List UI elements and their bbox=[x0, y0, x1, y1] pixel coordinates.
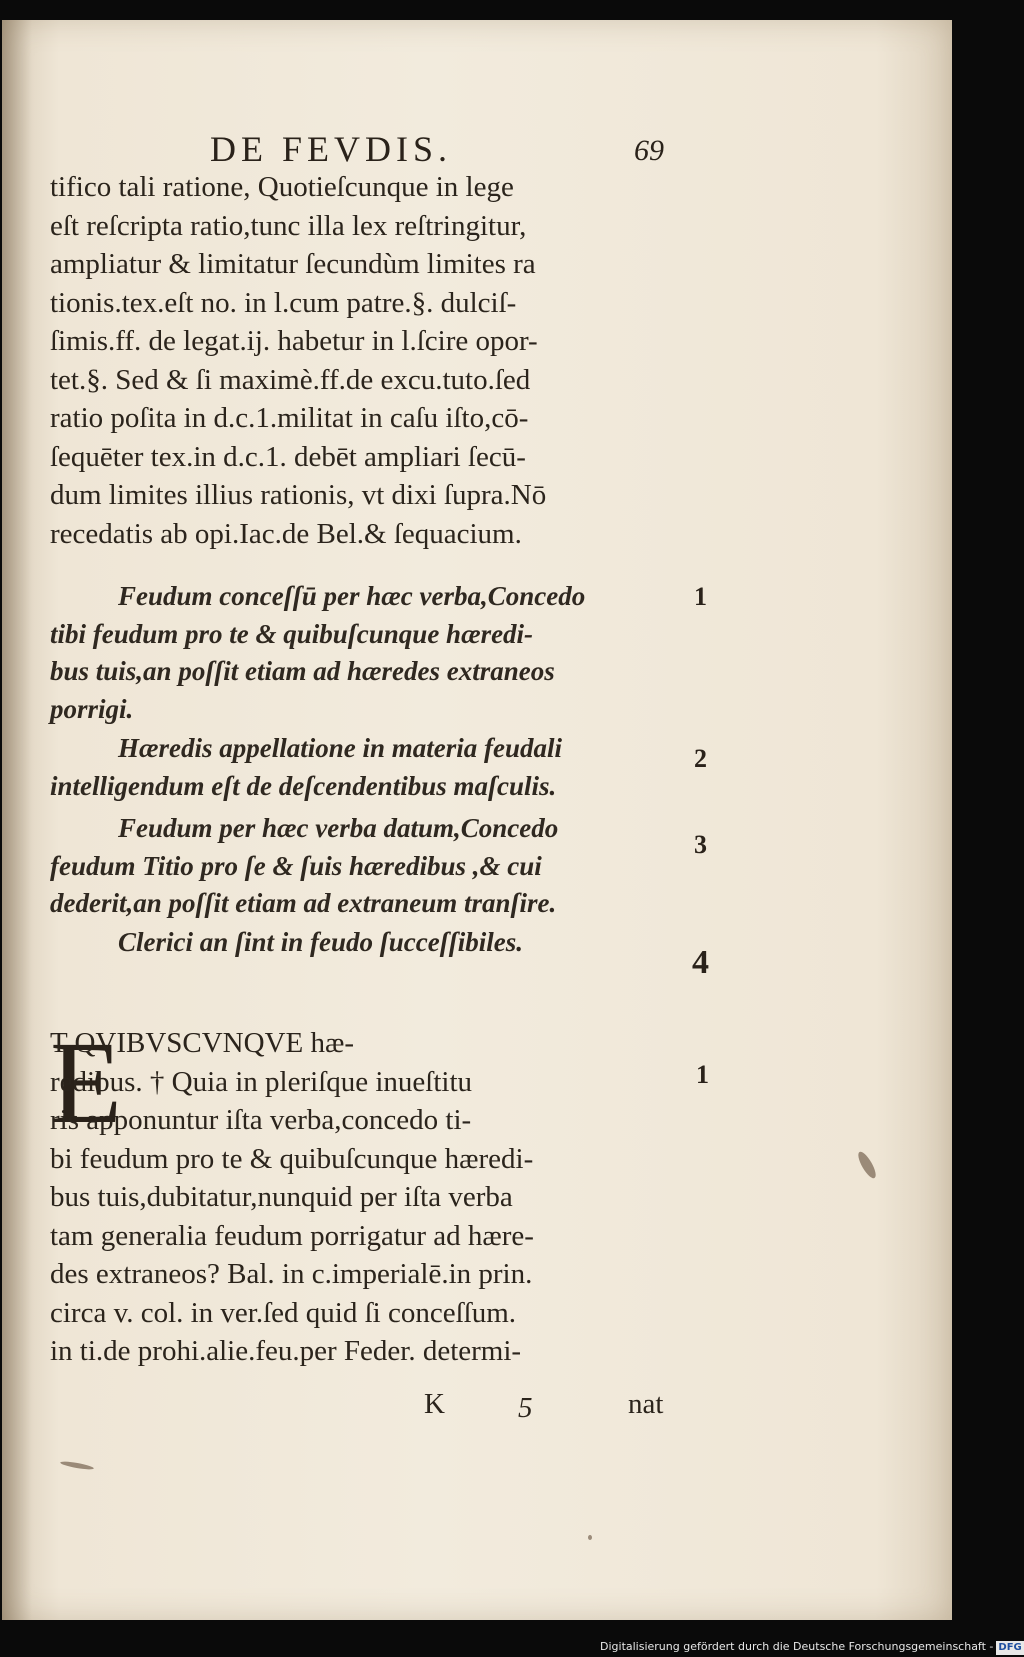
text-line: ſequēter tex.in d.c.1. debēt ampliari ſecū- bbox=[50, 440, 526, 473]
summary-1 bbox=[50, 578, 675, 728]
text-line: des extraneos? Bal. in c.imperialē.in prin. bbox=[50, 1258, 533, 1290]
summary-line: Hæredis appellatione in materia feudali bbox=[118, 733, 562, 763]
text-line: redibus. † Quia in pleriſque inueſtitu bbox=[50, 1065, 473, 1098]
text-line: bus tuis,dubitatur,nunquid per iſta verba bbox=[50, 1181, 513, 1213]
summary-line: porrigi. bbox=[50, 693, 134, 724]
decorated-initial: E bbox=[50, 1017, 123, 1148]
text-line: circa v. col. in ver.ſed quid ſi conceſſum. bbox=[50, 1296, 516, 1329]
dfg-logo: DFG bbox=[998, 1642, 1022, 1653]
signature-mark: K bbox=[424, 1388, 445, 1420]
body-text bbox=[50, 168, 675, 553]
text-line: eſt reſcripta ratio,tunc illa lex reſtringitur, bbox=[50, 209, 527, 242]
summary-line: bus tuis,an poſſit etiam ad hæredes extraneos bbox=[50, 656, 555, 686]
summary-line: dederit,an poſſit etiam ad extraneum tranſire. bbox=[50, 888, 557, 918]
summary-line: tibi feudum pro te & quibuſcunque hæredi- bbox=[50, 618, 534, 649]
summary-4 bbox=[50, 924, 675, 962]
summary-3 bbox=[50, 810, 675, 923]
text-line: ampliatur & limitatur ſecundùm limites ra bbox=[50, 248, 536, 280]
text-line: tifico tali ratione, Quotieſcunque in lege bbox=[50, 171, 514, 203]
text-line: in ti.de prohi.alie.feu.per Feder. determi- bbox=[50, 1335, 522, 1367]
paper-blemish bbox=[855, 1150, 879, 1181]
page-number: 69 bbox=[634, 134, 664, 167]
paper-blemish bbox=[588, 1535, 592, 1540]
digitization-credit bbox=[600, 1636, 1022, 1657]
marginal-number-3: 3 bbox=[694, 830, 707, 859]
text-line: bi feudum pro te & quibuſcunque hæredi- bbox=[50, 1142, 534, 1175]
text-line: ſimis.ff. de legat.ij. habetur in l.ſcire opor- bbox=[50, 325, 538, 357]
catchword: nat bbox=[628, 1388, 664, 1420]
text-line: ratio poſita in d.c.1.militat in caſu iſto,cō- bbox=[50, 402, 529, 434]
text-line: ris apponuntur iſta verba,concedo ti- bbox=[50, 1104, 472, 1136]
credit-text: Digitalisierung gefördert durch die Deutsche Forschungsgemeinschaft - bbox=[600, 1640, 994, 1653]
spine-shadow bbox=[2, 20, 32, 1620]
marginal-number-4: 4 bbox=[692, 944, 709, 981]
marginal-number-opening: 1 bbox=[696, 1060, 709, 1089]
summary-line: Clerici an ſint in feudo ſucceſſibiles. bbox=[118, 927, 523, 957]
marginal-number-2: 2 bbox=[694, 744, 707, 773]
summary-line: Feudum per hæc verba datum,Concedo bbox=[118, 813, 559, 843]
summary-line: feudum Titio pro ſe & ſuis hæredibus ,& cui bbox=[50, 850, 542, 881]
summary-line: Feudum conceſſū per hæc verba,Concedo bbox=[118, 581, 586, 611]
text-line: tet.§. Sed & ſi maximè.ff.de excu.tuto.ſed bbox=[50, 363, 531, 396]
signature-number: 5 bbox=[518, 1392, 533, 1424]
running-title: DE FEVDIS. bbox=[210, 129, 453, 169]
summary-2 bbox=[50, 730, 675, 805]
signature-line bbox=[2, 1388, 952, 1428]
opening-text bbox=[50, 1017, 675, 1371]
book-page bbox=[2, 20, 952, 1620]
text-line: dum limites illius rationis, vt dixi ſupra.Nō bbox=[50, 479, 547, 511]
marginal-number-1: 1 bbox=[694, 582, 707, 611]
text-line: recedatis ab opi.Iac.de Bel.& ſequacium. bbox=[50, 517, 522, 550]
summary-line: intelligendum eſt de deſcendentibus maſculis. bbox=[50, 770, 557, 801]
text-line: T QVIBVSCVNQVE hæ- bbox=[50, 1027, 354, 1059]
paper-blemish bbox=[60, 1460, 94, 1471]
text-line: tam generalia feudum porrigatur ad hære- bbox=[50, 1219, 534, 1252]
text-line: tionis.tex.eſt no. in l.cum patre.§. dulciſ- bbox=[50, 286, 517, 319]
